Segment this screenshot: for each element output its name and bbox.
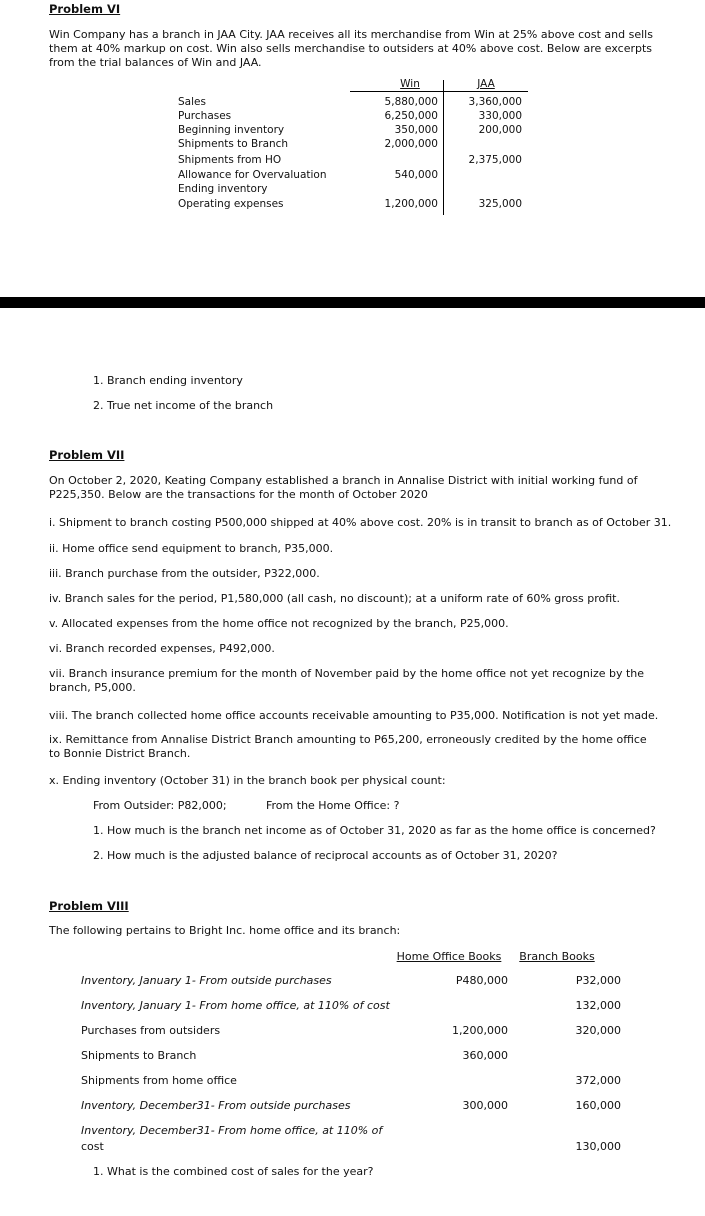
row-label: Beginning inventory [178, 124, 285, 136]
problem-viii-heading: Problem VIII [49, 899, 129, 913]
problem-viii-question: 1. What is the combined cost of sales for the year? [93, 1165, 374, 1178]
row-label: Purchases from outsiders [81, 1024, 221, 1037]
branch-value: 132,000 [575, 999, 621, 1012]
row-label: Shipments to Branch [178, 138, 289, 150]
col-header-branch: Branch Books [519, 950, 595, 963]
jaa-value: 2,375,000 [468, 154, 522, 166]
problem-vii-question: 1. How much is the branch net income as of October 31, 2020 as far as the home office is concerned? [93, 824, 656, 837]
col-header-home-office: Home Office Books [396, 950, 502, 963]
row-label: Inventory, December31- From outside purchases [81, 1099, 351, 1112]
row-label: Ending inventory [178, 183, 268, 195]
transaction-item: v. Allocated expenses from the home office not recognized by the branch, P25,000. [49, 617, 509, 630]
col-header-win: Win [400, 78, 420, 90]
home-office-value: 1,200,000 [452, 1024, 508, 1037]
branch-value: 320,000 [575, 1024, 621, 1037]
transaction-item: iv. Branch sales for the period, P1,580,000 (all cash, no discount); at a uniform rate of 60% gross profit. [49, 592, 620, 605]
jaa-value: 200,000 [478, 124, 522, 136]
win-value: 5,880,000 [384, 96, 438, 108]
row-label: Inventory, December31- From home office, at 110% of [81, 1124, 383, 1137]
jaa-value: 330,000 [478, 110, 522, 122]
win-value: 6,250,000 [384, 110, 438, 122]
problem-viii-intro: The following pertains to Bright Inc. home office and its branch: [49, 924, 401, 937]
win-value: 2,000,000 [384, 138, 438, 150]
home-office-value: 300,000 [462, 1099, 508, 1112]
row-label: Purchases [178, 110, 232, 122]
row-label: Sales [178, 96, 206, 108]
problem-vi-heading: Problem VI [49, 2, 121, 16]
row-label-continuation: cost [81, 1140, 104, 1153]
row-label: Allowance for Overvaluation [178, 169, 327, 181]
inventory-from-home-office: From the Home Office: ? [266, 799, 400, 812]
branch-value: 160,000 [575, 1099, 621, 1112]
row-label: Inventory, January 1- From home office, at 110% of cost [81, 999, 390, 1012]
problem-vii-question: 2. How much is the adjusted balance of reciprocal accounts as of October 31, 2020? [93, 849, 558, 862]
trial-balance-table [178, 78, 532, 218]
transaction-item: i. Shipment to branch costing P500,000 shipped at 40% above cost. 20% is in transit to branch as of October 31. [49, 516, 672, 529]
win-value: 1,200,000 [384, 198, 438, 210]
row-label: Shipments from home office [81, 1074, 237, 1087]
home-office-value: 360,000 [462, 1049, 508, 1062]
win-value: 350,000 [394, 124, 438, 136]
row-label: Shipments from HO [178, 154, 282, 166]
branch-value: 130,000 [575, 1140, 621, 1153]
row-label: Inventory, January 1- From outside purchases [81, 974, 332, 987]
problem-vi-intro: Win Company has a branch in JAA City. JAA receives all its merchandise from Win at 25% above cost and sells them at 40% markup on cost. Win also sells merchandise to outsiders at 40% above cost. Below are excerpts from the trial balances of Win and JAA. [49, 28, 653, 69]
branch-value: 372,000 [575, 1074, 621, 1087]
problem-vii-intro: On October 2, 2020, Keating Company established a branch in Annalise District with initial working fund of P225,350. Below are the transactions for the month of October 2020 [49, 474, 638, 501]
transaction-item: viii. The branch collected home office accounts receivable amounting to P35,000. Notification is not yet made. [49, 709, 659, 722]
row-label: Shipments to Branch [81, 1049, 197, 1062]
transaction-item: ix. Remittance from Annalise District Branch amounting to P65,200, erroneously credited by the home office to Bonnie District Branch. [49, 733, 647, 760]
transaction-item: ii. Home office send equipment to branch, P35,000. [49, 542, 334, 555]
jaa-value: 3,360,000 [468, 96, 522, 108]
col-header-jaa: JAA [477, 78, 495, 90]
inventory-from-outsider: From Outsider: P82,000; [93, 799, 227, 812]
jaa-value: 325,000 [478, 198, 522, 210]
problem-vii-heading: Problem VII [49, 448, 125, 462]
section-divider-bar [0, 297, 705, 308]
transaction-item: x. Ending inventory (October 31) in the branch book per physical count: [49, 774, 446, 787]
win-value: 540,000 [394, 169, 438, 181]
transaction-item: vi. Branch recorded expenses, P492,000. [49, 642, 275, 655]
problem-vi-question: 2. True net income of the branch [93, 399, 274, 412]
transaction-item: vii. Branch insurance premium for the month of November paid by the home office not yet recognize by the branch, P5,000. [49, 667, 645, 694]
home-office-value: P480,000 [455, 974, 508, 987]
problem-vi-question: 1. Branch ending inventory [93, 374, 243, 387]
transaction-item: iii. Branch purchase from the outsider, P322,000. [49, 567, 320, 580]
branch-value: P32,000 [575, 974, 621, 987]
row-label: Operating expenses [178, 198, 284, 210]
